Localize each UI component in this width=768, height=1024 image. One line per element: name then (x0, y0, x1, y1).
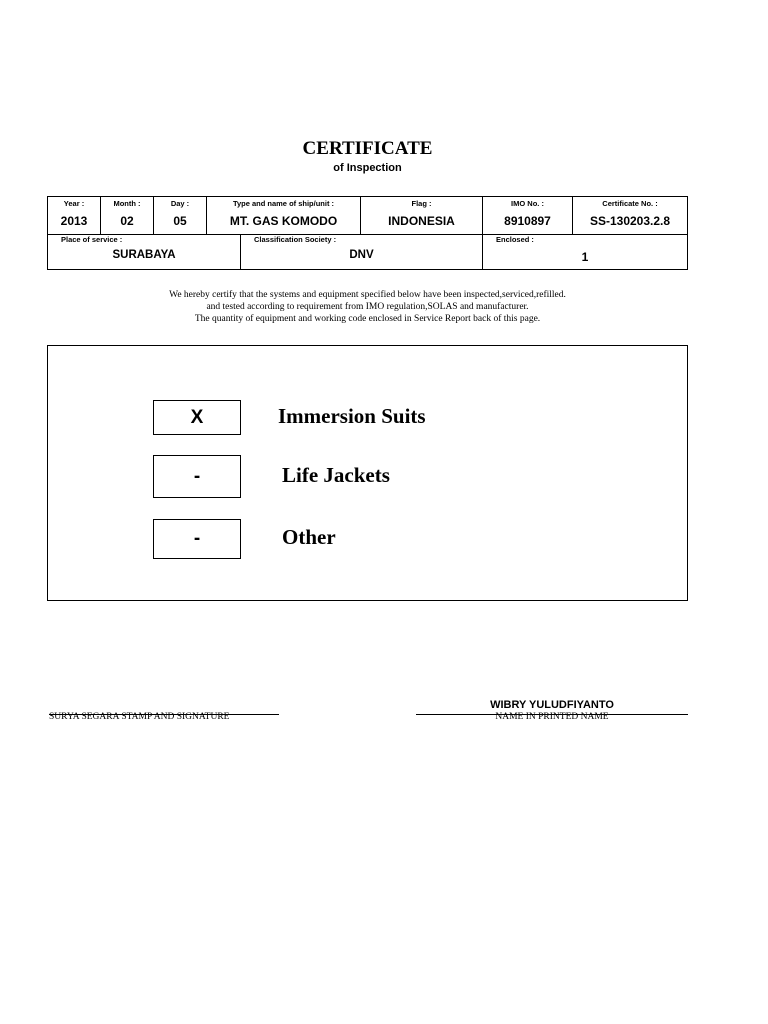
imo-cell (483, 197, 572, 234)
imo-label: IMO No. : (511, 199, 544, 208)
stamp-signature-caption: SURYA SEGARA STAMP AND SIGNATURE (49, 712, 230, 722)
certificate-value: SS-130203.2.8 (589, 214, 671, 228)
printed-name-caption: NAME IN PRINTED NAME (495, 712, 609, 722)
info-table (47, 196, 688, 270)
day-cell (154, 197, 206, 234)
month-cell (101, 197, 153, 234)
certify-line-3: The quantity of equipment and working code enclosed in Service Report back of this page. (194, 314, 541, 324)
certificate-label: Certificate No. : (602, 199, 658, 208)
enclosed-value: 1 (581, 250, 589, 264)
ship-cell (207, 197, 360, 234)
life-jackets-label: Life Jackets (282, 463, 390, 487)
certificate-cell (573, 197, 687, 234)
immersion-suits-mark: X (153, 400, 241, 435)
place-value: SURABAYA (112, 249, 176, 261)
year-label: Year : (63, 199, 85, 208)
month-value: 02 (120, 214, 134, 228)
day-value: 05 (173, 214, 187, 228)
enclosed-label: Enclosed : (496, 235, 534, 244)
place-label: Place of service : (61, 235, 123, 244)
ship-value: MT. GAS KOMODO (229, 214, 338, 228)
year-cell (48, 197, 100, 234)
flag-value: INDONESIA (388, 214, 455, 228)
immersion-suits-label: Immersion Suits (278, 404, 426, 428)
certify-line-1: We hereby certify that the systems and equipment specified below have been inspected,serviced,refilled. (169, 290, 566, 300)
flag-cell (361, 197, 482, 234)
other-mark: - (153, 519, 241, 559)
certify-line-2: and tested according to requirement from IMO regulation,SOLAS and manufacturer. (206, 302, 529, 312)
classification-cell (241, 235, 482, 269)
other-label: Other (282, 525, 336, 549)
place-cell (48, 235, 240, 269)
flag-label: Flag : (411, 199, 432, 208)
certificate-title: CERTIFICATE (302, 138, 433, 159)
certificate-subtitle: of Inspection (333, 162, 402, 174)
certification-statement (0, 289, 735, 325)
enclosed-cell (483, 235, 687, 269)
year-value: 2013 (60, 214, 88, 228)
life-jackets-mark: - (153, 455, 241, 498)
printed-name-value: WIBRY YULUDFIYANTO (490, 699, 614, 711)
equipment-box (47, 345, 688, 601)
imo-value: 8910897 (504, 214, 551, 228)
classification-label: Classification Society : (254, 235, 337, 244)
day-label: Day : (170, 199, 190, 208)
month-label: Month : (113, 199, 141, 208)
classification-value: DNV (349, 249, 374, 261)
ship-label: Type and name of ship/unit : (232, 199, 335, 208)
